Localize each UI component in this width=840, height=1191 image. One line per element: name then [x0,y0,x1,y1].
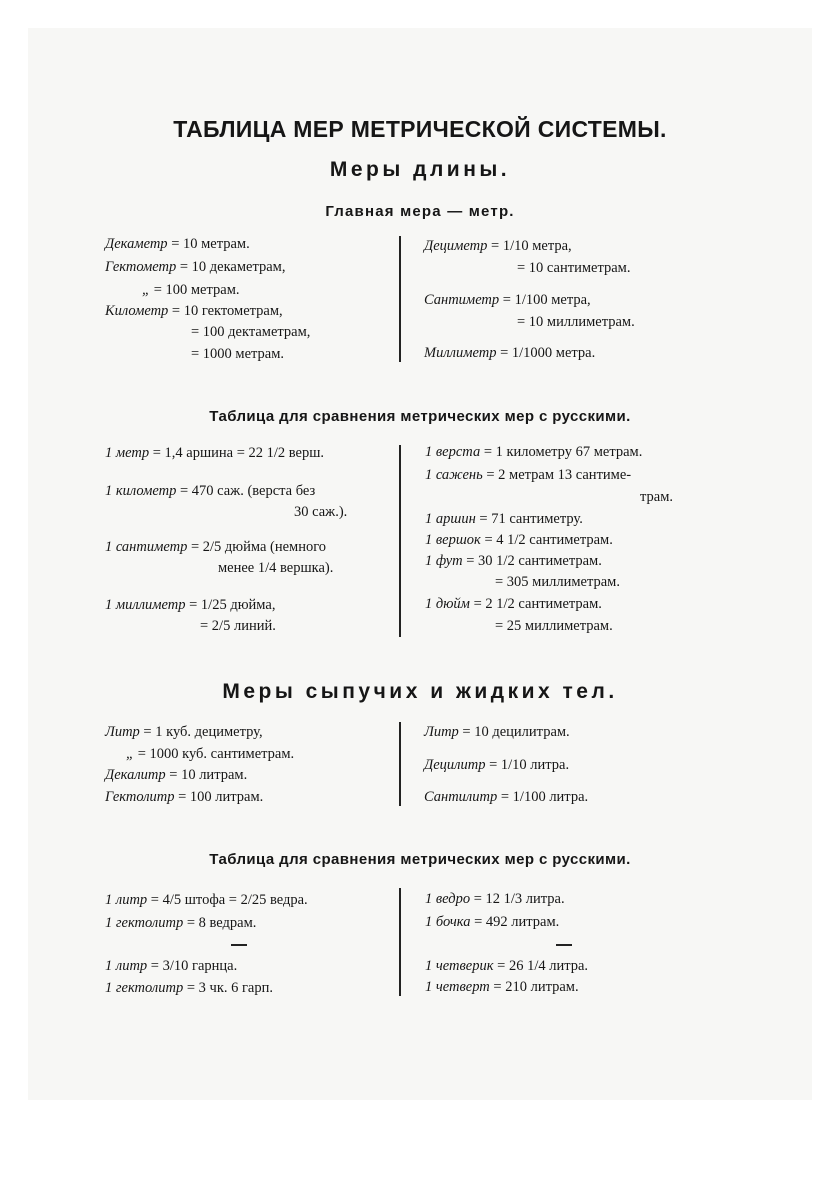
length-section-title: Меры длины. [329,158,511,181]
volume-section-title: Меры сыпучих и жидких тел. [222,680,618,703]
length-compare-left-row: 30 саж.). [294,504,348,520]
length-compare-left-row: 1 километр = 470 саж. (верста без [105,483,316,499]
column-divider [399,722,401,806]
length-left-row: „ = 100 метрам. [142,282,240,298]
length-compare-left-row: менее 1/4 вершка). [218,560,334,576]
length-compare-right-row: 1 сажень = 2 метрам 13 сантиме- [425,467,632,483]
volume-left-row: Декалитр = 10 литрам. [105,767,248,783]
length-compare-right-row: = 305 миллиметрам. [495,574,620,590]
volume-left-row: „ = 1000 куб. сантиметрам. [126,746,295,762]
length-left-row: = 1000 метрам. [191,346,285,362]
length-right-row: Миллиметр = 1/1000 метра. [424,345,596,361]
length-compare-left-row: 1 метр = 1,4 аршина = 22 1/2 верш. [105,445,325,461]
page-paper [28,28,812,1100]
volume-compare-left-row: 1 литр = 3/10 гарнца. [105,958,238,974]
length-left-row: Гектометр = 10 декаметрам, [105,259,286,275]
length-left-row: Декаметр = 10 метрам. [105,236,250,252]
divider-dash [231,944,247,946]
length-compare-right-row: 1 вершок = 4 1/2 сантиметрам. [425,532,613,548]
column-divider [399,445,401,637]
volume-right-row: Сантилитр = 1/100 литра. [424,789,589,805]
length-right-row: Дециметр = 1/10 метра, [424,238,572,254]
column-divider [399,888,401,996]
length-compare-right-row: трам. [640,489,674,505]
length-compare-right-row: 1 фут = 30 1/2 сантиметрам. [425,553,602,569]
length-compare-right-row: = 25 миллиметрам. [495,618,613,634]
volume-right-row: Децилитр = 1/10 литра. [424,757,570,773]
volume-left-row: Гектолитр = 100 литрам. [105,789,264,805]
volume-right-row: Литр = 10 децилитрам. [424,724,570,740]
divider-dash [556,944,572,946]
volume-compare-left-row: 1 гектолитр = 8 ведрам. [105,915,257,931]
volume-compare-right-row: 1 четверт = 210 литрам. [425,979,579,995]
length-compare-left-row: 1 миллиметр = 1/25 дюйма, [105,597,276,613]
length-compare-left-row: = 2/5 линий. [200,618,276,634]
volume-compare-left-row: 1 литр = 4/5 штофа = 2/25 ведра. [105,892,308,908]
volume-left-row: Литр = 1 куб. дециметру, [105,724,263,740]
length-right-row: = 10 миллиметрам. [517,314,635,330]
length-left-row: = 100 дектаметрам, [191,324,311,340]
length-compare-title: Таблица для сравнения метрических мер с русскими. [209,408,631,425]
column-divider [399,236,401,362]
length-compare-right-row: 1 дюйм = 2 1/2 сантиметрам. [425,596,602,612]
length-main-measure: Главная мера — метр. [325,203,515,220]
length-compare-right-row: 1 верста = 1 километру 67 метрам. [425,444,643,460]
volume-compare-right-row: 1 бочка = 492 литрам. [425,914,560,930]
length-right-row: Сантиметр = 1/100 метра, [424,292,591,308]
length-compare-right-row: 1 аршин = 71 сантиметру. [425,511,583,527]
length-left-row: Километр = 10 гектометрам, [105,303,283,319]
volume-compare-title: Таблица для сравнения метрических мер с русскими. [209,851,631,868]
volume-compare-right-row: 1 четверик = 26 1/4 литра. [425,958,589,974]
page-title: ТАБЛИЦА МЕР МЕТРИЧЕСКОЙ СИСТЕМЫ. [173,116,667,142]
volume-compare-left-row: 1 гектолитр = 3 чк. 6 гарп. [105,980,274,996]
length-right-row: = 10 сантиметрам. [517,260,631,276]
length-compare-left-row: 1 сантиметр = 2/5 дюйма (немного [105,539,327,555]
volume-compare-right-row: 1 ведро = 12 1/3 литра. [425,891,565,907]
